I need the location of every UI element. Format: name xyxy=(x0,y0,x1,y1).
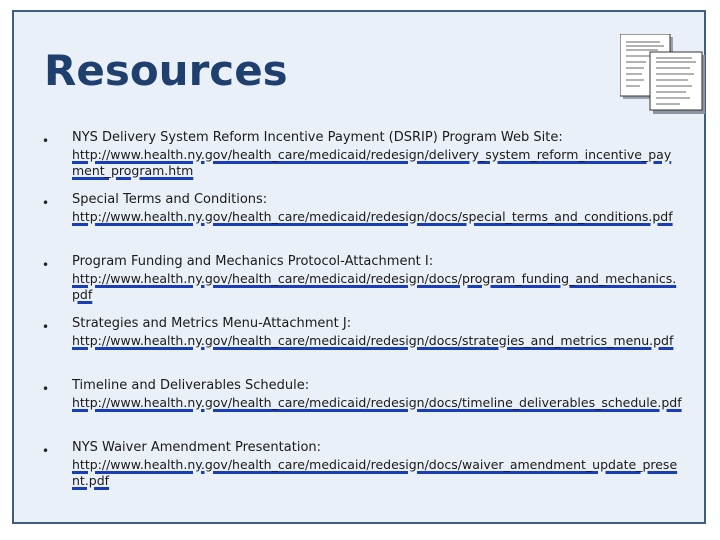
resource-link[interactable]: http://www.health.ny.gov/health_care/medicaid/redesign/docs/strategies_and_metrics_menu.pdf xyxy=(72,333,674,348)
resource-title: NYS Waiver Amendment Presentation: xyxy=(72,440,322,455)
resource-link[interactable]: http://www.health.ny.gov/health_care/medicaid/redesign/docs/program_funding_and_mechanics.pdf xyxy=(72,271,677,302)
bullet: • xyxy=(42,134,50,148)
list-item xyxy=(34,192,684,254)
resource-link[interactable]: http://www.health.ny.gov/health_care/medicaid/redesign/docs/waiver_amendment_update_present.pdf xyxy=(72,457,678,488)
bullet: • xyxy=(42,196,50,210)
bullet: • xyxy=(42,258,50,272)
list-item xyxy=(34,440,684,502)
documents-icon xyxy=(620,34,710,114)
slide-title: Resources xyxy=(44,46,288,95)
list-item xyxy=(34,130,684,192)
list-item xyxy=(34,254,684,316)
resource-title: Strategies and Metrics Menu-Attachment J: xyxy=(72,316,352,331)
resource-list xyxy=(34,130,684,502)
slide xyxy=(12,10,706,524)
resource-title: NYS Delivery System Reform Incentive Payment (DSRIP) Program Web Site: xyxy=(72,130,563,145)
resource-title: Special Terms and Conditions: xyxy=(72,192,268,207)
resource-title: Timeline and Deliverables Schedule: xyxy=(72,378,310,393)
bullet: • xyxy=(42,444,50,458)
list-item xyxy=(34,316,684,378)
bullet: • xyxy=(42,320,50,334)
list-item xyxy=(34,378,684,440)
bullet: • xyxy=(42,382,50,396)
resource-title: Program Funding and Mechanics Protocol-Attachment I: xyxy=(72,254,434,269)
resource-link[interactable]: http://www.health.ny.gov/health_care/medicaid/redesign/docs/special_terms_and_conditions.pdf xyxy=(72,209,673,224)
resource-link[interactable]: http://www.health.ny.gov/health_care/medicaid/redesign/delivery_system_reform_incentive_payment_program.htm xyxy=(72,147,672,178)
resource-link[interactable]: http://www.health.ny.gov/health_care/medicaid/redesign/docs/timeline_deliverables_schedule.pdf xyxy=(72,395,682,410)
